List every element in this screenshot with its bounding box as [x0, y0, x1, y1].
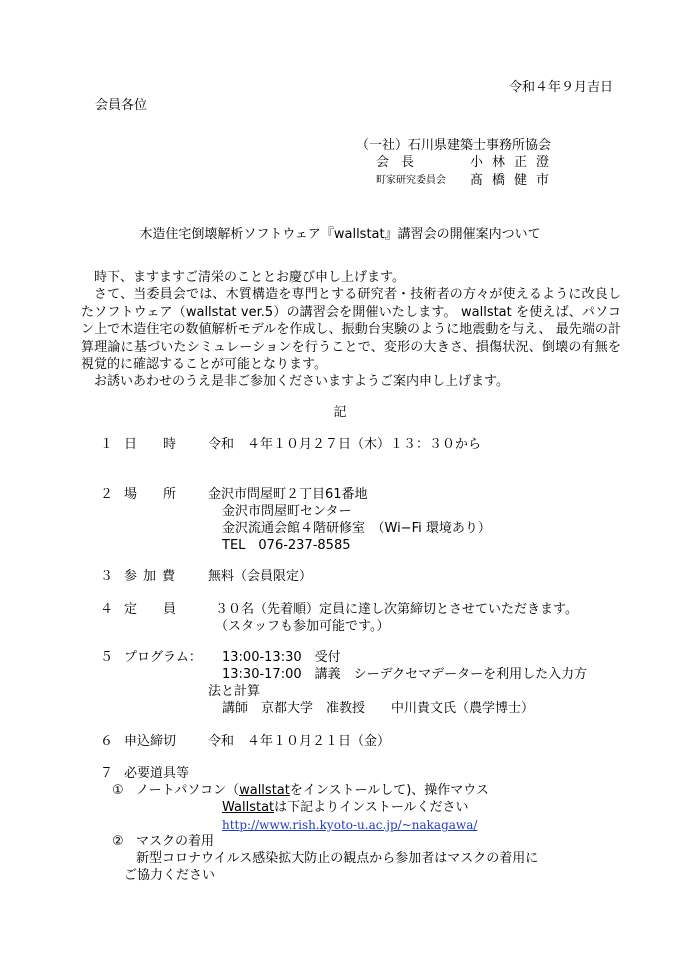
tool-1-text-a: ノートパソコン（ — [136, 783, 240, 798]
item-3-label: 参加費 — [124, 569, 182, 584]
item-2-venue: 金沢市問屋町センター — [222, 504, 352, 519]
tool-1-number: ① — [112, 783, 124, 798]
item-2-address: 金沢市問屋町２丁目61番地 — [208, 487, 368, 502]
signer-2-name: 髙橋健市 — [470, 173, 559, 188]
signer-1-name: 小林正澄 — [470, 155, 559, 170]
item-4-value: ３０名（先着順）定員に達し次第締切とさせていただきます。 — [215, 602, 578, 617]
item-2-label: 場所 — [124, 487, 203, 502]
body-text — [81, 269, 621, 391]
greeting-paragraph: 時下、ますますご清栄のこととお慶び申し上げます。 — [94, 270, 405, 285]
item-4-note: （スタッフも参加可能です。） — [215, 619, 390, 634]
install-software-name: Wallstat — [222, 800, 275, 815]
closing-paragraph: お誘いあわせのうえ是非ご参加くださいますようご案内申し上げます。 — [94, 374, 509, 390]
item-2-room: 金沢流通会館４階研修室 （Wi−Fi 環境あり） — [222, 521, 491, 536]
program-reception: 13:00-13:30 受付 — [222, 650, 341, 665]
issue-date: 令和４年９月吉日 — [509, 80, 614, 95]
document-title: 木造住宅倒壊解析ソフトウェア『wallstat』講習会の開催案内ついて — [139, 227, 541, 242]
ki-heading: 記 — [333, 405, 347, 420]
item-1-label: 日時 — [124, 437, 203, 452]
install-note-text: は下記よりインストールください — [274, 800, 469, 815]
signer-2-role: 町家研究委員会 — [376, 175, 446, 186]
item-6-number: ６ — [100, 734, 114, 749]
tool-2-title: マスクの着用 — [136, 834, 215, 849]
tool-1-text — [136, 783, 489, 799]
program-lecture-cont: 法と計算 — [208, 684, 261, 699]
item-5-label: プログラム： — [124, 650, 202, 665]
item-3-number: ３ — [100, 569, 114, 584]
item-2-number: ２ — [100, 487, 114, 502]
item-2-phone: TEL 076-237-8585 — [222, 538, 351, 553]
program-lecturer: 講師 京都大学 准教授 中川貴文氏（農学博士） — [222, 701, 535, 716]
addressee: 会員各位 — [95, 98, 148, 113]
item-4-number: ４ — [100, 602, 114, 617]
tool-1-install-note — [222, 800, 469, 816]
tool-2-note: 新型コロナウイルス感染拡大防止の観点から参加者はマスクの着用に — [136, 851, 539, 866]
install-link[interactable]: http://www.rish.kyoto-u.ac.jp/~nakagawa/ — [222, 818, 478, 832]
item-4-label: 定員 — [124, 602, 203, 617]
item-6-label: 申込締切 — [124, 734, 177, 749]
item-7-label: 必要道具等 — [124, 766, 190, 781]
program-lecture: 13:30-17:00 講義 シーデクセマデーターを利用した入力方 — [222, 667, 588, 682]
organization-name: （一社）石川県建築士事務所協会 — [356, 138, 552, 153]
item-1-number: １ — [100, 437, 114, 452]
item-6-value: 令和 ４年１０月２１日（金） — [208, 734, 391, 749]
tool-2-number: ② — [112, 834, 124, 849]
install-link-row — [222, 817, 477, 834]
tool-1-software-name: wallstat — [239, 783, 290, 798]
signer-1-role: 会長 — [376, 155, 427, 170]
item-1-value: 令和 ４年１０月２７日（木）１３：３０から — [208, 437, 482, 452]
item-5-number: ５ — [100, 650, 114, 665]
tool-1-text-b: をインストールして)、操作マウス — [289, 783, 489, 798]
item-7-number: ７ — [100, 766, 114, 781]
tool-2-note-cont: ご協力ください — [124, 868, 216, 883]
item-3-value: 無料（会員限定） — [208, 569, 313, 584]
announcement-paragraph: さて、当委員会では、木質構造を専門とする研究者・技術者の方々が使えるように改良したソフトウェア（wallstat ver.5）の講習会を開催いたします。 wallstat を使えば、パソコン上で木造住宅の数値解析モデルを作成し、振動台実験のように地震動を与え、 最先端の計算理論に基づいたシミュレーションを行うことで、変形の大きさ、損傷状況、倒壊の有無を視覚的に確認することが可能となります。 — [81, 287, 621, 373]
